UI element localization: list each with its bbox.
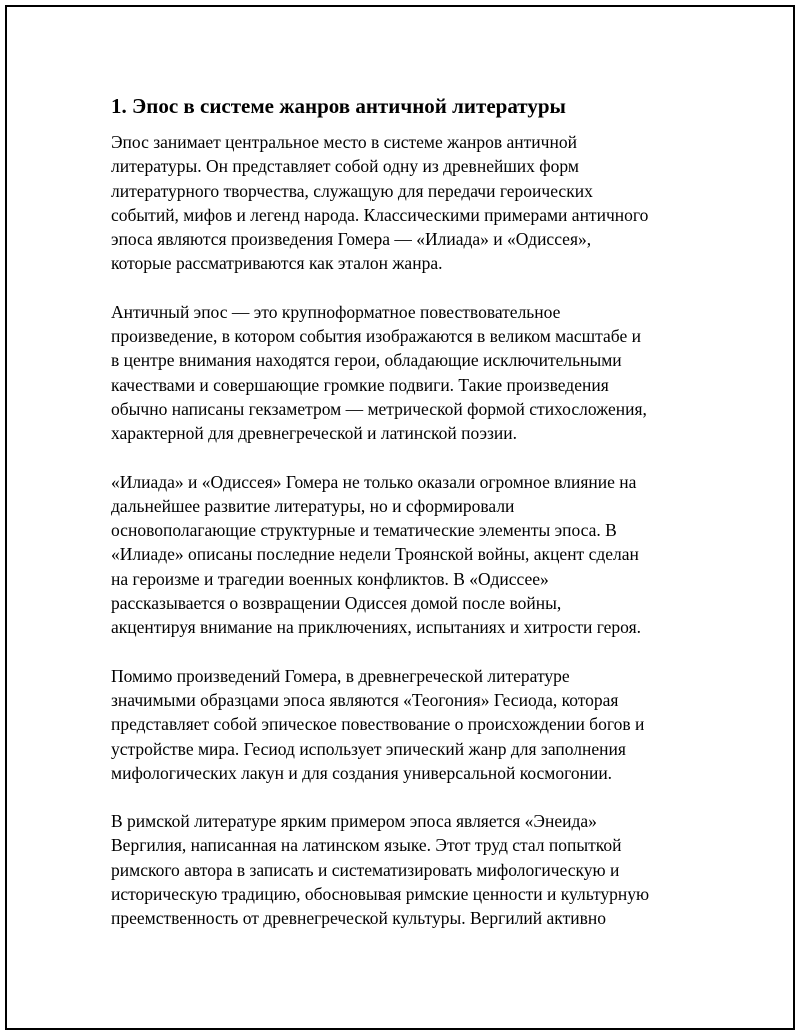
paragraph-5: В римской литературе ярким примером эпоса является «Энеида» Вергилия, написанная на латинском языке. Этот труд стал попыткой римского автора в записать и систематизировать мифологическую и историческую традицию, обосновывая римские ценности и культурную преемственность от древнегреческой культуры. Вергилий активно	[111, 811, 650, 929]
paragraph-3: «Илиада» и «Одиссея» Гомера не только оказали огромное влияние на дальнейшее развитие литературы, но и сформировали основополагающие структурные и тематические элементы эпоса. В «Илиаде» описаны последние недели Троянской войны, акцент сделан на героизме и трагедии военных конфликтов. В «Одиссее» рассказывается о возвращении Одиссея домой после войны, акцентируя внимание на приключениях, испытаниях и хитрости героя.	[111, 471, 642, 638]
paragraph-1: Эпос занимает центральное место в системе жанров античной литературы. Он представляет собой одну из древнейших форм литературного творчества, служащую для передачи героических событий, мифов и легенд народа. Классическими примерами античного эпоса являются произведения Гомера — «Илиада» и «Одиссея», которые рассматриваются как эталон жанра.	[111, 132, 649, 274]
paragraph-4: Помимо произведений Гомера, в древнегреческой литературе значимыми образцами эпоса являются «Теогония» Гесиода, которая представляет собой эпическое повествование о происхождении богов и устройстве мира. Гесиод использует эпический жанр для заполнения мифологических лакун и для создания универсальной космогонии.	[111, 665, 645, 783]
paragraph-2: Античный эпос — это крупноформатное повествовательное произведение, в котором события изображаются в великом масштабе и в центре внимания находятся герои, обладающие исключительными качествами и совершающие громкие подвиги. Такие произведения обычно написаны гекзаметром — метрической формой стихосложения, характерной для древнегреческой и латинской поэзии.	[111, 301, 647, 444]
document-body	[111, 86, 701, 955]
section-heading: 1. Эпос в системе жанров античной литературы	[111, 94, 566, 118]
